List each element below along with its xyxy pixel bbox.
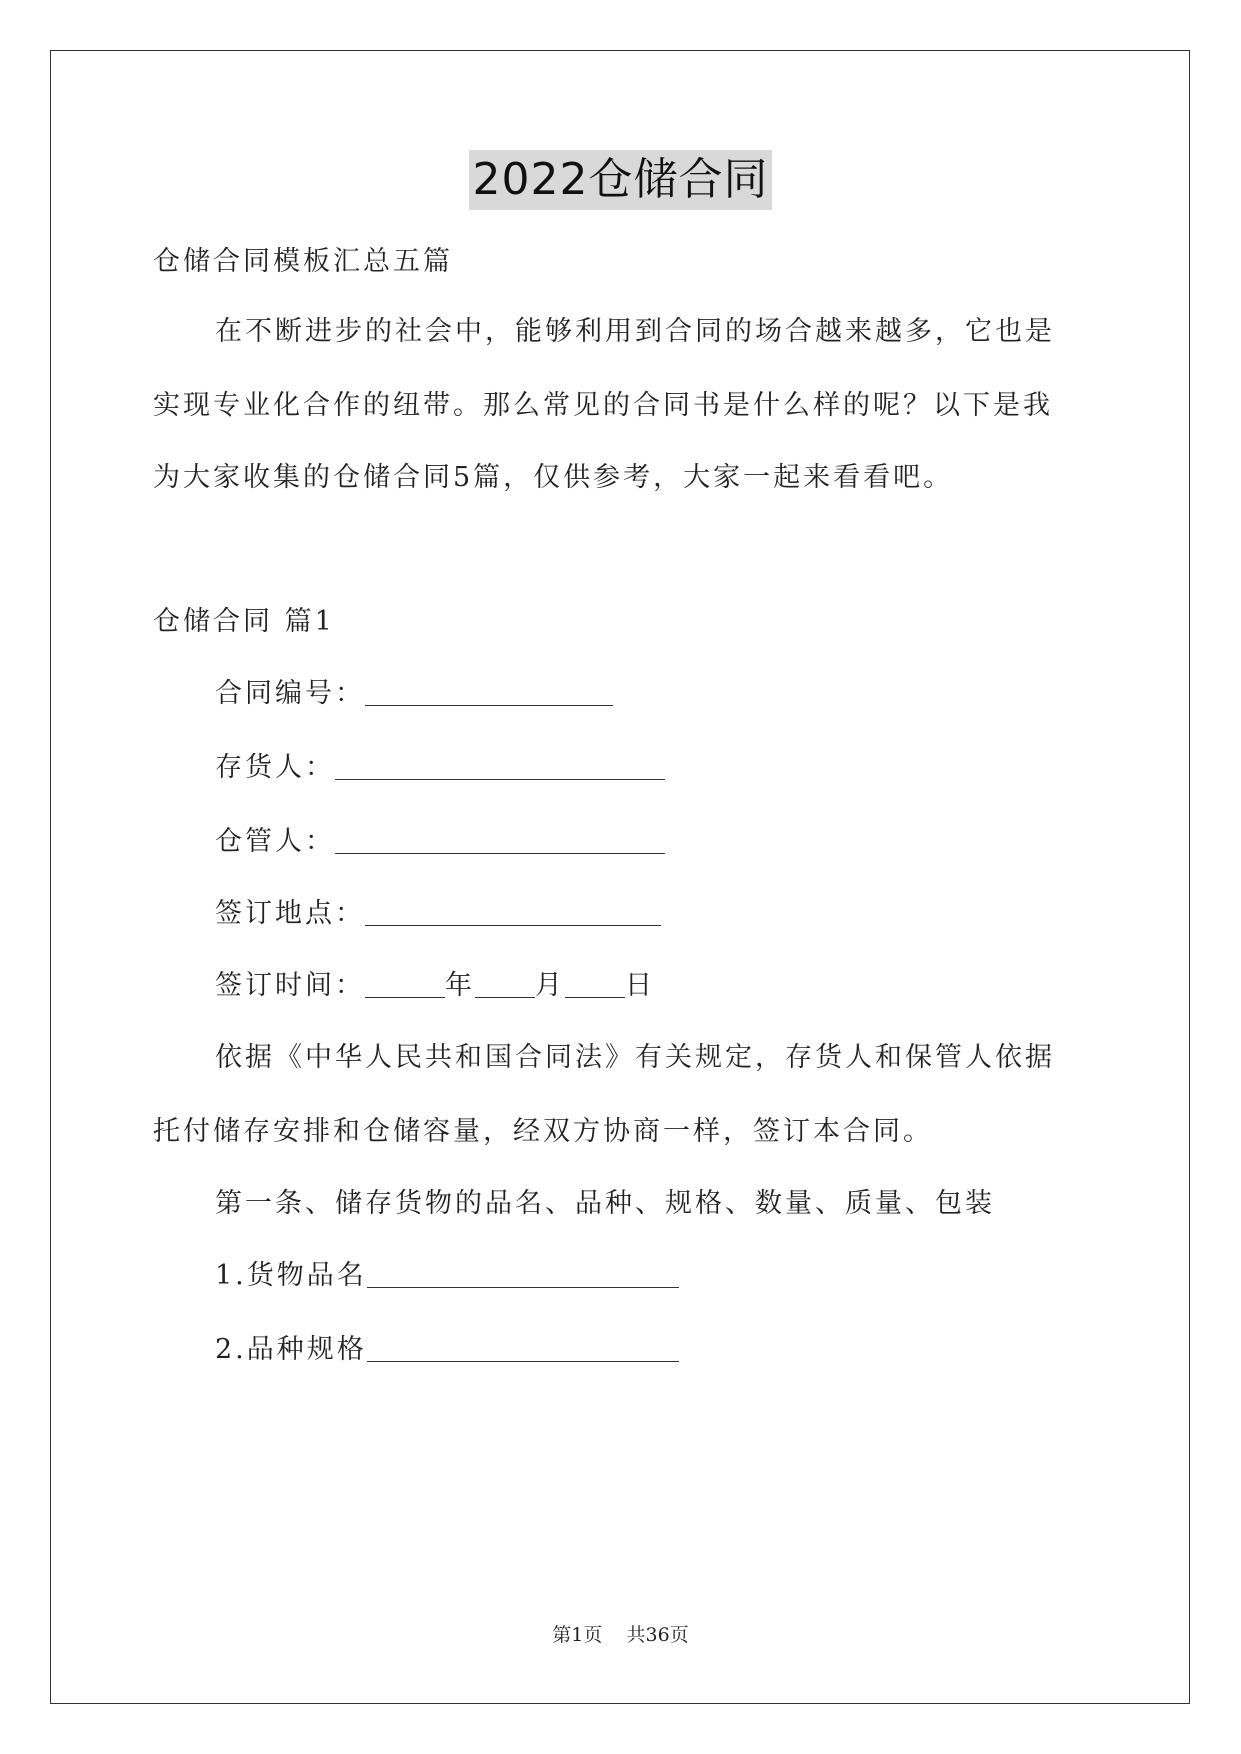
page-footer: [0, 1622, 1241, 1648]
month-label: 月: [535, 970, 565, 1001]
depositor-blank: [335, 749, 665, 780]
section-heading: 仓储合同 篇1: [153, 606, 335, 637]
keeper-label: 仓管人：: [215, 826, 335, 857]
article-1: 第一条、储存货物的品名、品种、规格、数量、质量、包装: [215, 1188, 995, 1219]
day-blank: [565, 967, 625, 998]
contract-number-row: [215, 674, 613, 714]
month-blank: [475, 967, 535, 998]
year-label: 年: [445, 970, 475, 1001]
title-area: [0, 150, 1241, 210]
year-blank: [365, 967, 445, 998]
intro-line-2: 实现专业化合作的纽带。那么常见的合同书是什么样的呢？以下是我: [153, 390, 1053, 421]
depositor-row: [215, 748, 665, 788]
basis-line-2: 托付储存安排和仓储容量，经双方协商一样，签订本合同。: [153, 1116, 933, 1147]
keeper-blank: [335, 823, 665, 854]
document-subtitle: 仓储合同模板汇总五篇: [153, 246, 453, 277]
item-2-blank: [367, 1331, 679, 1362]
page-number: 第1页: [552, 1624, 603, 1646]
sign-place-blank: [365, 895, 661, 926]
item-1-row: [215, 1256, 679, 1296]
basis-line-1: 依据《中华人民共和国合同法》有关规定，存货人和保管人依据: [215, 1042, 1055, 1073]
page-border: [50, 50, 1190, 1704]
contract-number-blank: [365, 675, 613, 706]
contract-number-label: 合同编号：: [215, 678, 365, 709]
intro-line-3: 为大家收集的仓储合同5篇，仅供参考，大家一起来看看吧。: [153, 462, 954, 493]
sign-time-label: 签订时间：: [215, 970, 365, 1001]
page-total: 共36页: [626, 1624, 689, 1646]
intro-line-1: 在不断进步的社会中，能够利用到合同的场合越来越多，它也是: [215, 316, 1055, 347]
item-1-label: 1.货物品名: [215, 1260, 367, 1291]
item-2-label: 2.品种规格: [215, 1334, 367, 1365]
item-2-row: [215, 1330, 679, 1370]
sign-place-row: [215, 894, 661, 934]
depositor-label: 存货人：: [215, 752, 335, 783]
item-1-blank: [367, 1257, 679, 1288]
document-title: 2022仓储合同: [469, 150, 773, 210]
keeper-row: [215, 822, 665, 862]
sign-place-label: 签订地点：: [215, 898, 365, 929]
sign-time-row: [215, 966, 655, 1006]
day-label: 日: [625, 970, 655, 1001]
